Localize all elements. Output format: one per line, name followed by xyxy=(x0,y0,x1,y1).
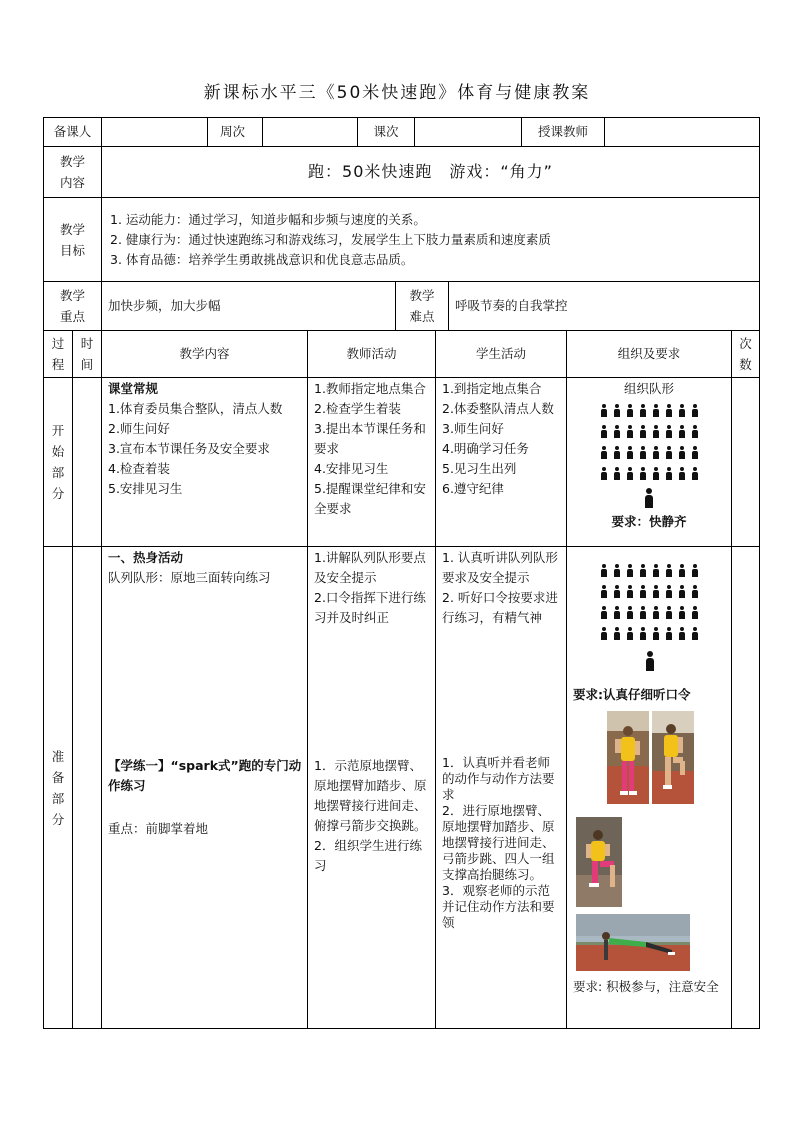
prep-label-char: 准 xyxy=(51,748,65,764)
student-figure-icon xyxy=(638,627,648,640)
student-figure-icon xyxy=(599,446,609,459)
student-figure-icon xyxy=(677,404,687,417)
col-teacher-cell xyxy=(307,330,436,378)
col-student-cell xyxy=(435,330,567,378)
student-figure-icon xyxy=(599,425,609,438)
warmup-student-item: 2. 听好口令按要求进行练习，有精气神 xyxy=(442,590,558,625)
week-value-cell xyxy=(262,117,358,147)
prep-label-char: 备 xyxy=(51,769,65,785)
prep-label-char: 分 xyxy=(51,811,65,827)
col-time-1: 时 xyxy=(80,336,94,351)
drill-focus: 重点：前脚掌着地 xyxy=(108,821,209,836)
warmup-desc: 队列队形：原地三面转向练习 xyxy=(108,570,271,585)
student-figure-icon xyxy=(651,467,661,480)
student-figure-icon xyxy=(651,606,661,619)
content-value-cell xyxy=(101,146,760,198)
start-teacher-item: 3.提出本节课任务和要求 xyxy=(314,421,426,456)
org-formation-title: 组织队形 xyxy=(623,381,674,396)
col-teacher: 教师活动 xyxy=(346,346,397,361)
student-figure-icon xyxy=(599,404,609,417)
page-title: 新课标水平三《50米快速跑》体育与健康教案 xyxy=(203,83,591,103)
col-time-cell xyxy=(72,330,102,378)
diff-label-1: 教学 xyxy=(409,288,435,303)
student-figure-icon xyxy=(612,404,622,417)
prep-count-cell xyxy=(731,546,760,1029)
student-figure-icon xyxy=(664,606,674,619)
col-count-1: 次 xyxy=(739,336,752,351)
col-student: 学生活动 xyxy=(475,346,526,361)
student-figure-icon xyxy=(599,606,609,619)
student-figure-icon xyxy=(651,585,661,598)
student-figure-icon xyxy=(690,446,700,459)
content-label-cell xyxy=(43,146,102,198)
key-value-cell xyxy=(101,281,396,331)
prep-student-cell xyxy=(435,546,567,1029)
key-label-1: 教学 xyxy=(59,288,85,303)
prep-time-cell xyxy=(72,546,102,1029)
drill-teacher-item: 2．组织学生进行练习 xyxy=(314,838,422,873)
student-figure-icon xyxy=(612,446,622,459)
col-process-2: 程 xyxy=(51,357,65,372)
student-figure-icon xyxy=(651,446,661,459)
start-content-item: 1.体育委员集合整队，清点人数 xyxy=(108,401,283,416)
student-figure-icon xyxy=(599,585,609,598)
start-content-item: 4.检查着装 xyxy=(108,461,170,476)
student-figure-icon xyxy=(638,585,648,598)
content-label-1: 教学 xyxy=(59,154,85,169)
week-label: 周次 xyxy=(220,124,246,139)
student-figure-icon xyxy=(625,425,635,438)
student-figure-icon xyxy=(677,467,687,480)
student-figure-icon xyxy=(664,627,674,640)
warmup-teacher-item: 2.口令指挥下进行练习并及时纠正 xyxy=(314,590,426,625)
student-figure-icon xyxy=(638,446,648,459)
start-content-cell xyxy=(101,377,308,547)
student-figure-icon xyxy=(690,627,700,640)
week-label-cell xyxy=(207,117,263,147)
student-figure-icon xyxy=(612,585,622,598)
teacher-figure-icon xyxy=(644,651,656,671)
goal-item: 1. 运动能力：通过学习，知道步幅和步频与速度的关系。 xyxy=(110,211,426,227)
key-label-2: 重点 xyxy=(59,309,85,324)
col-count-2: 数 xyxy=(739,357,752,372)
col-content: 教学内容 xyxy=(179,346,230,361)
warmup-formation-grid xyxy=(567,560,731,644)
student-figure-icon xyxy=(677,627,687,640)
start-student-item: 2.体委整队清点人数 xyxy=(442,401,554,416)
start-teacher-item: 4.安排见习生 xyxy=(314,461,389,476)
student-figure-icon xyxy=(664,564,674,577)
warmup-requirement: 要求:认真仔细听口令 xyxy=(573,687,691,702)
goals-label-cell xyxy=(43,197,102,282)
preparer-value-cell xyxy=(101,117,208,147)
start-count-cell xyxy=(731,377,760,547)
student-figure-icon xyxy=(651,564,661,577)
student-figure-icon xyxy=(664,467,674,480)
content-value: 跑：50米快速跑 游戏：“角力” xyxy=(308,162,553,181)
drill-photo-plank-lunge xyxy=(576,914,690,971)
key-label-cell xyxy=(43,281,102,331)
student-figure-icon xyxy=(638,564,648,577)
lesson-label: 课次 xyxy=(373,124,399,139)
drill-student-item: 2．进行原地摆臂、原地摆臂加踏步、原地摆臂接行进间走、弓箭步跳、四人一组支撑高抬腿练习。 xyxy=(442,803,555,882)
start-student-item: 4.明确学习任务 xyxy=(442,441,529,456)
start-content-item: 3.宣布本节课任务及安全要求 xyxy=(108,441,270,456)
col-process-cell xyxy=(43,330,73,378)
start-teacher-item: 1.教师指定地点集合 xyxy=(314,381,426,396)
student-figure-icon xyxy=(625,585,635,598)
col-org: 组织及要求 xyxy=(617,346,681,361)
drill-photo-arm-swing xyxy=(607,711,649,804)
formation-row xyxy=(567,400,731,421)
diff-label-cell xyxy=(395,281,449,331)
prep-content-cell xyxy=(101,546,308,1029)
drill-photo-lunge-jump xyxy=(576,817,622,907)
col-time-2: 间 xyxy=(80,357,94,372)
start-teacher-item: 2.检查学生着装 xyxy=(314,401,401,416)
student-figure-icon xyxy=(612,564,622,577)
student-figure-icon xyxy=(612,606,622,619)
diff-label-2: 难点 xyxy=(409,309,435,324)
start-content-item: 5.安排见习生 xyxy=(108,481,183,496)
start-org-cell xyxy=(566,377,732,547)
key-value: 加快步频，加大步幅 xyxy=(108,298,221,313)
drill-title: 【学练一】“spark式”跑的专门动作练习 xyxy=(108,758,302,793)
student-figure-icon xyxy=(664,404,674,417)
student-figure-icon xyxy=(677,585,687,598)
preparer-label: 备课人 xyxy=(53,124,92,139)
prep-label-char: 部 xyxy=(51,790,65,806)
preparer-label-cell xyxy=(43,117,102,147)
student-figure-icon xyxy=(612,467,622,480)
start-time-cell xyxy=(72,377,102,547)
student-figure-icon xyxy=(690,585,700,598)
formation-row xyxy=(567,421,731,442)
start-content-item: 2.师生问好 xyxy=(108,421,170,436)
student-figure-icon xyxy=(638,425,648,438)
start-student-item: 3.师生问好 xyxy=(442,421,504,436)
student-figure-icon xyxy=(677,425,687,438)
prep-label-cell xyxy=(43,546,73,1029)
org-requirement: 要求：快静齐 xyxy=(611,514,687,529)
prep-org-cell xyxy=(566,546,732,1029)
student-figure-icon xyxy=(677,606,687,619)
diff-value-cell xyxy=(448,281,760,331)
col-process-1: 过 xyxy=(51,336,65,351)
student-figure-icon xyxy=(690,606,700,619)
warmup-student-item: 1. 认真听讲队列队形要求及安全提示 xyxy=(442,550,558,585)
student-figure-icon xyxy=(638,606,648,619)
student-figure-icon xyxy=(690,467,700,480)
drill-teacher-item: 1．示范原地摆臂、原地摆臂加踏步、原地摆臂接行进间走、俯撑弓箭步交换跳。 xyxy=(314,758,427,833)
student-figure-icon xyxy=(638,467,648,480)
start-label-char: 分 xyxy=(51,486,65,501)
student-figure-icon xyxy=(677,446,687,459)
student-figure-icon xyxy=(690,425,700,438)
goal-item: 3. 体育品德：培养学生勇敢挑战意识和优良意志品质。 xyxy=(110,251,414,267)
teacher-label-cell xyxy=(521,117,605,147)
student-figure-icon xyxy=(625,606,635,619)
start-student-cell xyxy=(435,377,567,547)
student-figure-icon xyxy=(664,425,674,438)
col-org-cell xyxy=(566,330,732,378)
teacher-figure-icon xyxy=(643,488,655,508)
student-figure-icon xyxy=(612,627,622,640)
start-label-char: 开 xyxy=(51,423,65,438)
formation-row xyxy=(567,581,731,602)
student-figure-icon xyxy=(599,564,609,577)
student-figure-icon xyxy=(625,446,635,459)
formation-grid xyxy=(567,400,731,484)
goals-label-1: 教学 xyxy=(59,221,85,237)
student-figure-icon xyxy=(690,564,700,577)
teacher-label: 授课教师 xyxy=(537,124,588,139)
start-label-char: 部 xyxy=(51,465,65,480)
start-content-title: 课堂常规 xyxy=(108,381,159,396)
student-figure-icon xyxy=(664,585,674,598)
student-figure-icon xyxy=(638,404,648,417)
start-teacher-cell xyxy=(307,377,436,547)
drill-photo-march xyxy=(652,711,694,804)
formation-row xyxy=(567,442,731,463)
student-figure-icon xyxy=(625,467,635,480)
student-figure-icon xyxy=(599,627,609,640)
start-student-item: 6.遵守纪律 xyxy=(442,481,504,496)
warmup-title: 一、热身活动 xyxy=(108,550,184,565)
student-figure-icon xyxy=(625,627,635,640)
student-figure-icon xyxy=(599,467,609,480)
start-student-item: 1.到指定地点集合 xyxy=(442,381,542,396)
student-figure-icon xyxy=(664,446,674,459)
col-count-cell xyxy=(731,330,760,378)
student-figure-icon xyxy=(651,404,661,417)
student-figure-icon xyxy=(625,564,635,577)
warmup-teacher-item: 1.讲解队列队形要点及安全提示 xyxy=(314,550,426,585)
formation-row xyxy=(567,560,731,581)
drill-requirement: 要求: 积极参与，注意安全 xyxy=(573,979,719,994)
col-content-cell xyxy=(101,330,308,378)
prep-teacher-cell xyxy=(307,546,436,1029)
start-student-item: 5.见习生出列 xyxy=(442,461,517,476)
teacher-value-cell xyxy=(604,117,760,147)
formation-row xyxy=(567,602,731,623)
lesson-label-cell xyxy=(357,117,415,147)
start-label-char: 始 xyxy=(51,444,65,459)
student-figure-icon xyxy=(625,404,635,417)
diff-value: 呼吸节奏的自我掌控 xyxy=(455,298,568,313)
drill-student-item: 1．认真听并看老师的动作与动作方法要求 xyxy=(442,755,555,802)
goals-value-cell xyxy=(101,197,760,282)
formation-row xyxy=(567,463,731,484)
student-figure-icon xyxy=(677,564,687,577)
start-label-cell xyxy=(43,377,73,547)
student-figure-icon xyxy=(651,425,661,438)
student-figure-icon xyxy=(690,404,700,417)
goal-item: 2. 健康行为：通过快速跑练习和游戏练习，发展学生上下肢力量素质和速度素质 xyxy=(110,231,551,247)
lesson-value-cell xyxy=(414,117,522,147)
drill-student-item: 3．观察老师的示范并记住动作方法和要领 xyxy=(442,883,555,930)
content-label-2: 内容 xyxy=(59,175,85,190)
start-teacher-item: 5.提醒课堂纪律和安全要求 xyxy=(314,481,426,516)
goals-label-2: 目标 xyxy=(59,242,85,258)
student-figure-icon xyxy=(612,425,622,438)
formation-row xyxy=(567,623,731,644)
student-figure-icon xyxy=(651,627,661,640)
